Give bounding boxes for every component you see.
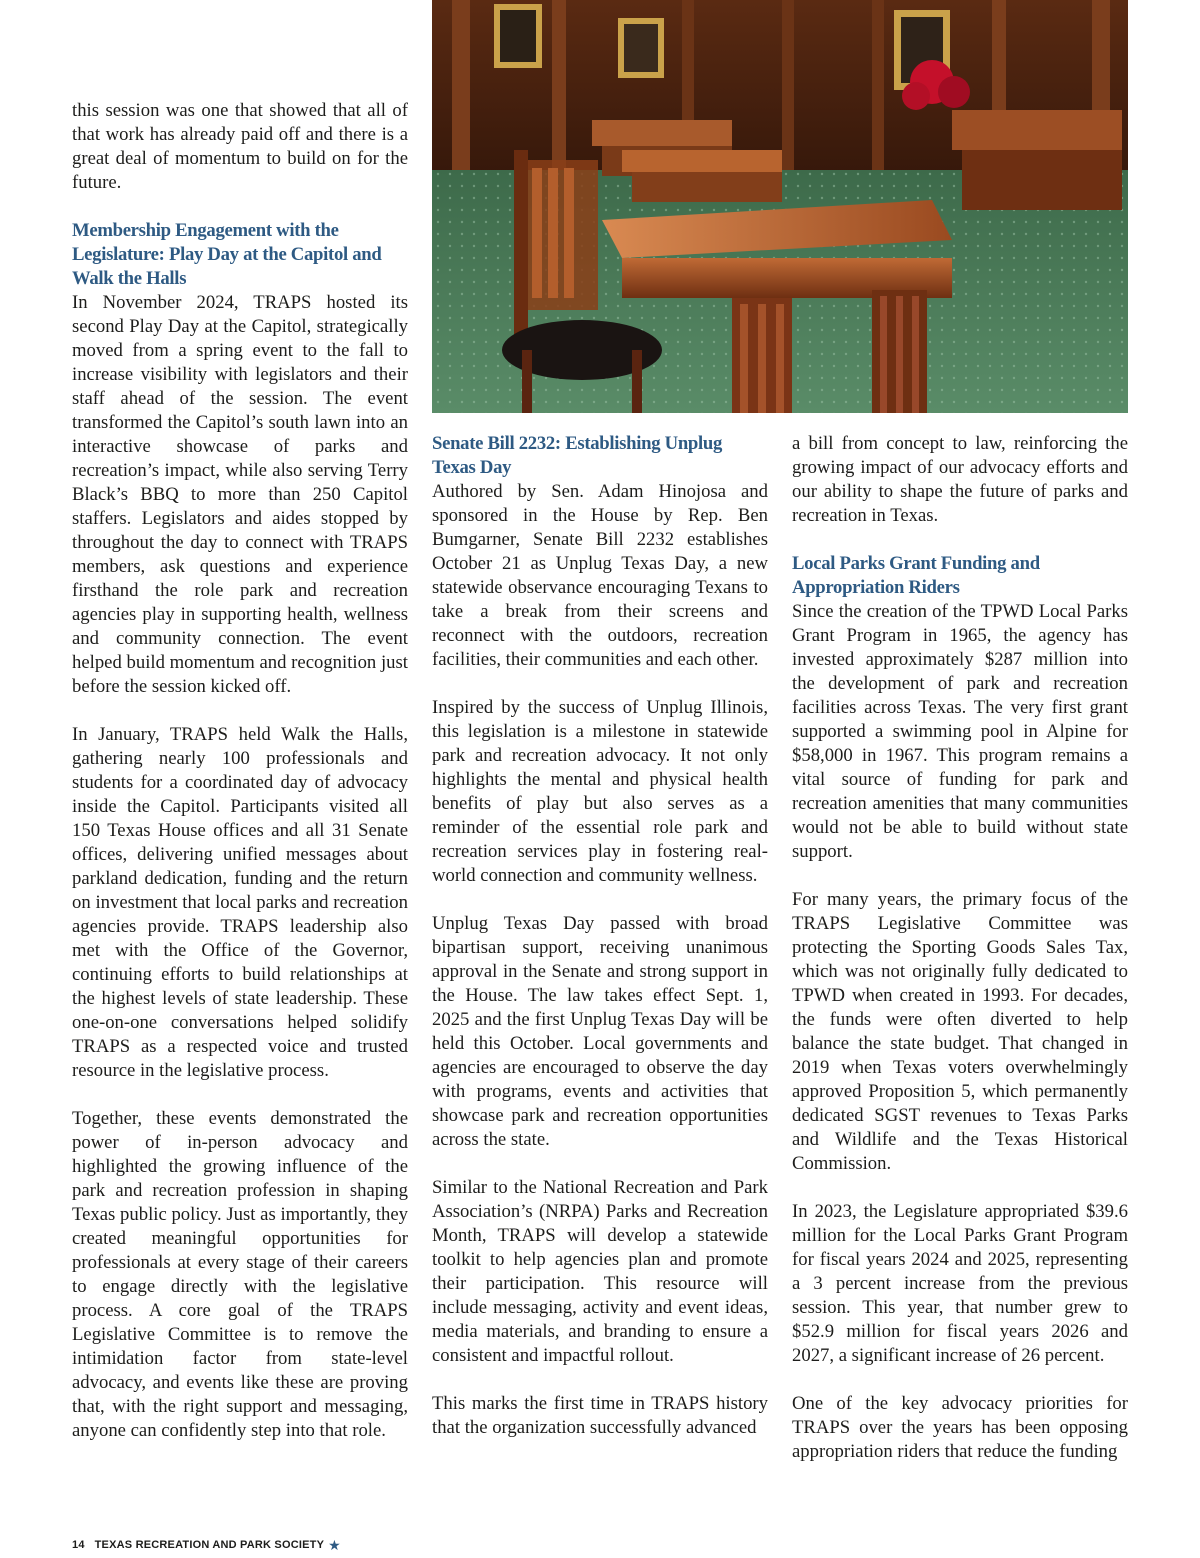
star-icon: ★ [328, 1536, 341, 1553]
right-column [792, 432, 1128, 1464]
body-paragraph: In 2023, the Legislature appropriated $39.6 million for the Local Parks Grant Program for fiscal years 2024 and 2025, representing a 3 percent increase from the previous session. This year, that number grew to $52.9 million for fiscal years 2026 and 2027, a significant increase of 26 percent. [792, 1201, 1128, 1366]
section-heading-senate-bill: Senate Bill 2232: Establishing Unplug Texas Day [432, 433, 723, 478]
middle-column [432, 432, 768, 1440]
body-paragraph: Since the creation of the TPWD Local Parks Grant Program in 1965, the agency has invested approximately $287 million into the development of park and recreation facilities across Texas. The very first grant supported a swimming pool in Alpine for $58,000 in 1967. This program remains a vital source of funding for park and recreation amenities that many communities would not be able to build without state support. [792, 601, 1128, 862]
body-paragraph: For many years, the primary focus of the TRAPS Legislative Committee was protecting the Sporting Goods Sales Tax, which was not originally fully dedicated to TPWD when created in 1993. For decades, the funds were often diverted to help balance the state budget. That changed in 2019 when Texas voters overwhelmingly approved Proposition 5, which permanently dedicated SGST revenues to Texas Parks and Wildlife and the Texas Historical Commission. [792, 889, 1128, 1174]
continuation-paragraph: a bill from concept to law, reinforcing the growing impact of our advocacy efforts and our ability to shape the future of parks and recreation in Texas. [792, 433, 1128, 526]
section-heading-grant-funding: Local Parks Grant Funding and Appropriation Riders [792, 553, 1040, 598]
left-column [72, 99, 408, 1443]
body-paragraph: Similar to the National Recreation and Park Association’s (NRPA) Parks and Recreation Month, TRAPS will develop a statewide toolkit to help agencies plan and promote their participation. This resource will include messaging, activity and event ideas, media materials, and branding to ensure a consistent and impactful rollout. [432, 1177, 768, 1366]
section-heading-play-day: Membership Engagement with the Legislature: Play Day at the Capitol and Walk the Halls [72, 220, 382, 289]
body-paragraph: Authored by Sen. Adam Hinojosa and sponsored in the House by Rep. Ben Bumgarner, Senate Bill 2232 establishes October 21 as Unplug Texas Day, a new statewide observance encouraging Texans to take a break from their screens and reconnect with the outdoors, recreation facilities, their communities and each other. [432, 481, 768, 670]
body-paragraph: Unplug Texas Day passed with broad bipartisan support, receiving unanimous approval in the Senate and strong support in the House. The law takes effect Sept. 1, 2025 and the first Unplug Texas Day will be held this October. Local governments and agencies are encouraged to observe the day with programs, events and activities that showcase park and recreation opportunities across the state. [432, 913, 768, 1150]
body-paragraph: Inspired by the success of Unplug Illinois, this legislation is a milestone in statewide park and recreation advocacy. It not only highlights the mental and physical health benefits of play but also serves as a reminder of the essential role park and recreation services play in fostering real-world connection and community wellness. [432, 697, 768, 886]
body-paragraph: Together, these events demonstrated the power of in-person advocacy and highlighted the growing influence of the park and recreation profession in shaping Texas public policy. Just as importantly, they created meaningful opportunities for professionals at every stage of their careers to engage directly with the legislative process. A core goal of the TRAPS Legislative Committee is to remove the intimidation factor from state-level advocacy, and events like these are proving that, with the right support and messaging, anyone can confidently step into that role. [72, 1108, 408, 1441]
senate-chamber-photo [432, 0, 1128, 413]
body-paragraph: In November 2024, TRAPS hosted its second Play Day at the Capitol, strategically moved from a spring event to the fall to increase visibility with legislators and their staff ahead of the session. The event transformed the Capitol’s south lawn into an interactive showcase of parks and recreation’s impact, while also serving Terry Black’s BBQ to more than 250 Capitol staffers. Legislators and aides stopped by throughout the day to connect with TRAPS members, ask questions and experience firsthand the role park and recreation agencies play in supporting health, wellness and community connection. The event helped build momentum and recognition just before the session kicked off. [72, 292, 408, 697]
body-paragraph: This marks the first time in TRAPS history that the organization successfully advanced [432, 1393, 768, 1438]
body-paragraph: In January, TRAPS held Walk the Halls, gathering nearly 100 professionals and students for a coordinated day of advocacy inside the Capitol. Participants visited all 150 Texas House offices and all 31 Senate offices, delivering unified messages about parkland dedication, funding and the return on investment that local parks and recreation agencies provide. TRAPS leadership also met with the Office of the Governor, continuing efforts to build relationships at the highest levels of state leadership. These one-on-one conversations helped solidify TRAPS as a respected voice and trusted resource in the legislative process. [72, 724, 408, 1081]
page-footer [72, 1536, 341, 1554]
publication-name: TEXAS RECREATION AND PARK SOCIETY [94, 1539, 325, 1551]
intro-paragraph: this session was one that showed that all of that work has already paid off and there is a great deal of momentum to build on for the future. [72, 100, 408, 193]
page-number: 14 [72, 1539, 85, 1551]
body-paragraph: One of the key advocacy priorities for TRAPS over the years has been opposing appropriation riders that reduce the funding [792, 1393, 1128, 1462]
